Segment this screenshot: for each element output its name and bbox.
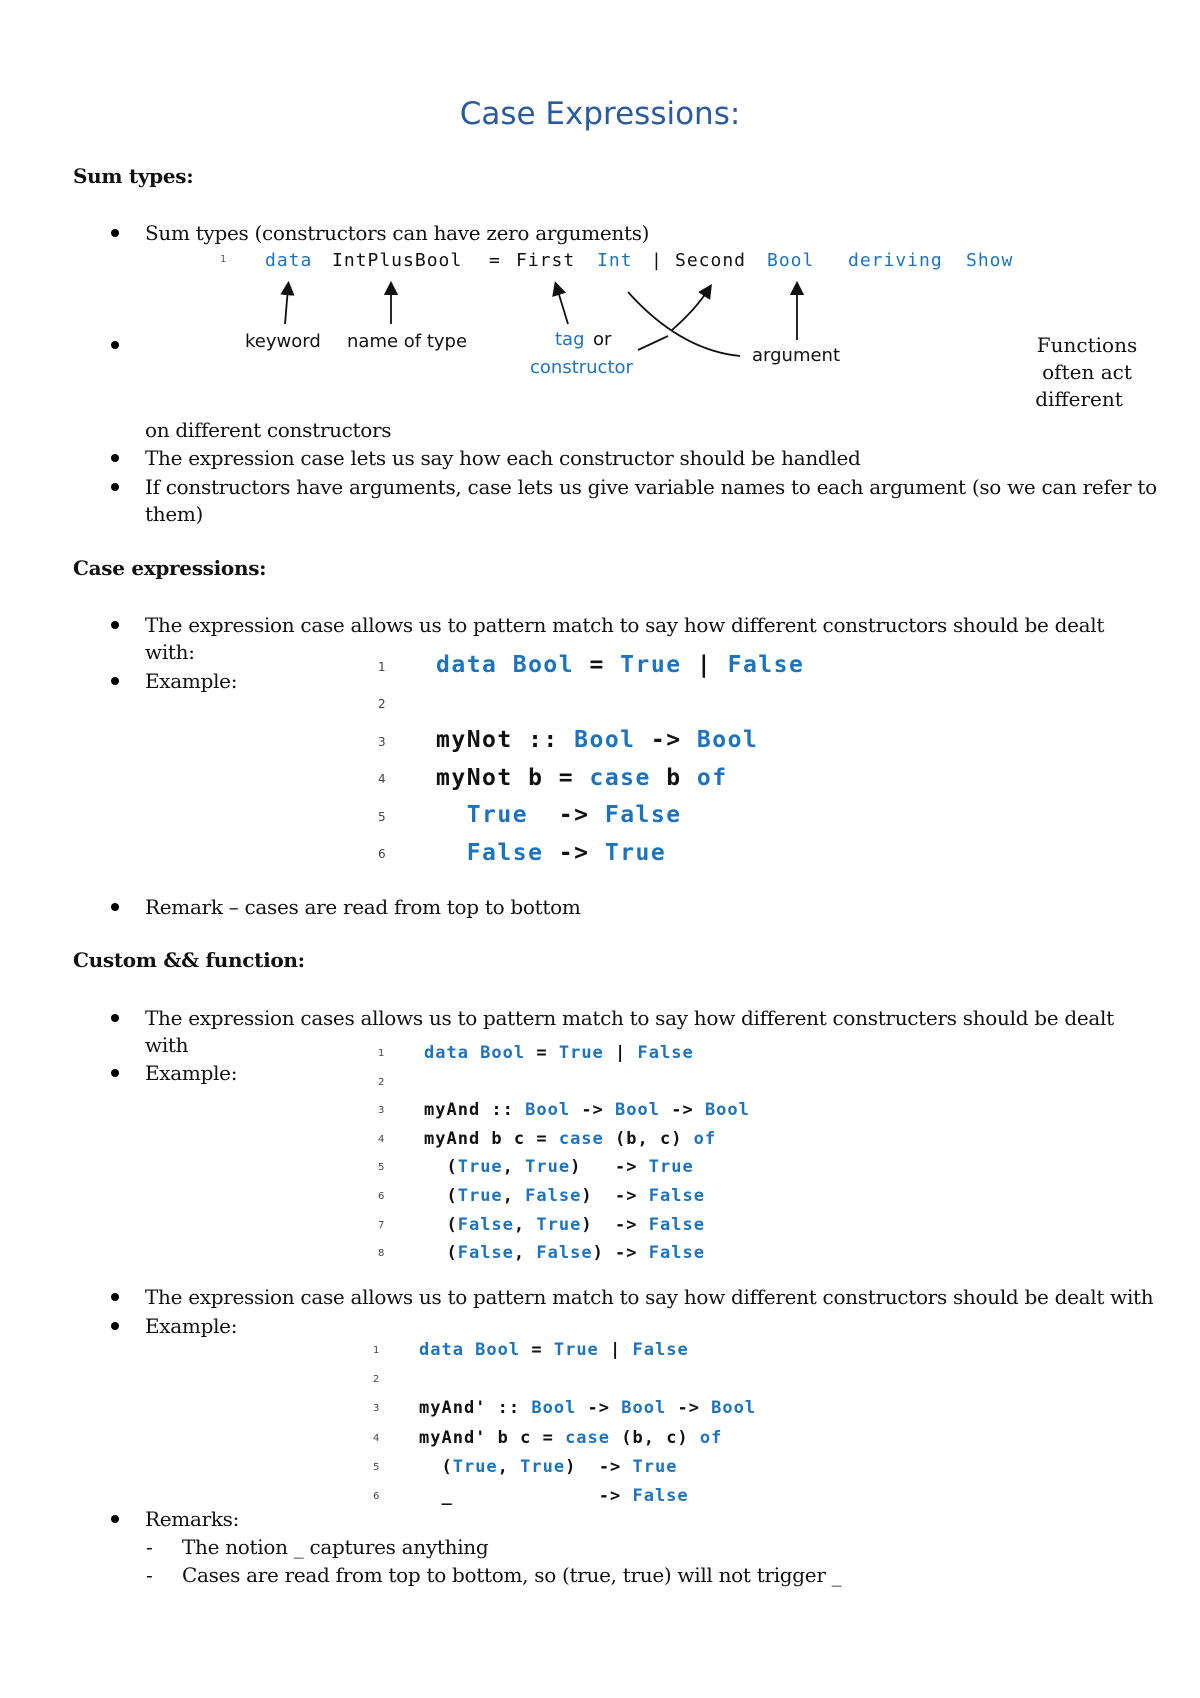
- code-line-number: 2: [373, 1374, 380, 1386]
- code-line: [424, 1100, 750, 1120]
- code-equals: =: [489, 250, 500, 271]
- case-expr-remark: Remark – cases are read from top to bottom: [145, 895, 581, 919]
- code-text: (b, c): [603, 1128, 694, 1149]
- code-text: (: [424, 1214, 458, 1235]
- code-keyword: Bool: [531, 1398, 577, 1419]
- code-text: (b, c): [610, 1427, 700, 1448]
- code-text: [436, 840, 467, 866]
- code-keyword: Bool: [696, 727, 759, 753]
- code-keyword: True: [553, 1340, 599, 1360]
- custom-and-remarks: Remarks:: [145, 1507, 240, 1531]
- diagram-line-number: 1: [220, 254, 227, 265]
- case-expr-bullet-1-line-2: with:: [145, 640, 195, 664]
- code-first: First: [516, 250, 576, 271]
- code-line-number: 6: [373, 1490, 380, 1502]
- code-text: =: [525, 1043, 559, 1063]
- code-line: [424, 1157, 694, 1177]
- code-line: [436, 652, 804, 678]
- code-keyword: True: [604, 839, 667, 866]
- label-name-of-type: name of type: [347, 331, 468, 352]
- code-keyword: Bool: [615, 1100, 660, 1121]
- side-note: [1022, 332, 1152, 413]
- code-block-myand: [378, 1043, 878, 1273]
- sum-types-bullet-4: If constructors have arguments, case lets us give variable names to each argument (so we can refer to: [145, 475, 1157, 499]
- code-bool: Bool: [767, 250, 815, 271]
- code-line-number: 5: [378, 1162, 385, 1174]
- code-line: [419, 1428, 722, 1448]
- code-keyword: data Bool: [419, 1340, 521, 1360]
- side-note-line-1: Functions: [1036, 333, 1138, 357]
- code-line: [419, 1398, 756, 1418]
- code-keyword: of: [699, 1427, 723, 1448]
- code-keyword: True: [525, 1157, 571, 1178]
- code-keyword: False: [632, 1486, 689, 1506]
- code-text: myNot ::: [436, 727, 575, 753]
- custom-and-bullet-4: Example:: [145, 1314, 238, 1338]
- code-text: |: [603, 1043, 638, 1063]
- code-keyword: True: [457, 1186, 503, 1206]
- code-keyword: False: [632, 1340, 689, 1360]
- code-text: [436, 802, 467, 828]
- code-line-number: 6: [378, 847, 386, 862]
- code-text: ->: [576, 1398, 622, 1419]
- code-keyword: True: [632, 1456, 678, 1477]
- code-line: [419, 1486, 689, 1506]
- code-line-number: 4: [373, 1432, 380, 1444]
- code-line-number: 8: [378, 1248, 385, 1260]
- case-expr-bullet-2: Example:: [145, 669, 238, 693]
- code-text: myAnd' ::: [419, 1398, 532, 1419]
- code-keyword: True: [558, 1043, 604, 1063]
- label-argument: argument: [752, 345, 841, 366]
- code-text: |: [598, 1340, 633, 1360]
- code-line-number: 4: [378, 1133, 385, 1145]
- sum-type-diagram: [0, 250, 1200, 400]
- custom-and-bullet-3: The expression case allows us to pattern match to say how different constructors should be dealt with: [145, 1285, 1154, 1309]
- sum-types-bullet-3: The expression case lets us say how each constructor should be handled: [145, 446, 861, 470]
- code-text: ) ->: [570, 1157, 649, 1178]
- code-text: ->: [570, 1100, 616, 1121]
- code-keyword: False: [604, 802, 682, 828]
- code-keyword: False: [525, 1186, 582, 1206]
- code-text: ,: [513, 1243, 537, 1264]
- code-keyword: False: [648, 1243, 705, 1264]
- code-keyword: case: [558, 1128, 604, 1149]
- code-type-name: IntPlusBool: [332, 250, 463, 271]
- code-data-keyword: data: [265, 250, 313, 271]
- code-keyword: True: [620, 652, 682, 678]
- code-text: |: [681, 652, 728, 678]
- code-keyword: of: [693, 1128, 717, 1149]
- code-text: (: [424, 1157, 458, 1178]
- code-line-number: 7: [378, 1219, 385, 1231]
- custom-and-bullet-1: The expression cases allows us to pattern match to say how different constructers should be dealt: [145, 1006, 1114, 1030]
- code-second: Second: [675, 250, 747, 271]
- code-text: ,: [502, 1157, 526, 1178]
- code-keyword: True: [536, 1214, 582, 1235]
- code-line-number: 5: [373, 1461, 380, 1473]
- code-keyword: True: [520, 1456, 566, 1477]
- code-line: [424, 1215, 705, 1235]
- heading-custom-and: Custom && function:: [73, 948, 305, 972]
- code-keyword: case: [565, 1427, 611, 1448]
- sum-types-bullet-2-continuation: on different constructors: [145, 418, 392, 442]
- code-text: myAnd ::: [424, 1100, 526, 1121]
- code-block-mynot: [378, 652, 898, 882]
- code-keyword: True: [648, 1157, 694, 1178]
- side-note-line-2: often act: [1042, 360, 1132, 384]
- code-text: ->: [543, 839, 605, 866]
- code-keyword: data Bool: [424, 1043, 526, 1063]
- side-note-line-3: different: [1035, 387, 1123, 411]
- custom-and-bullet-2: Example:: [145, 1061, 238, 1085]
- code-keyword: Bool: [711, 1398, 757, 1419]
- code-line-number: 5: [378, 809, 386, 824]
- code-keyword: Bool: [574, 727, 636, 753]
- code-text: b: [650, 764, 697, 791]
- code-keyword: of: [696, 764, 728, 791]
- code-line-number: 1: [373, 1344, 380, 1356]
- heading-case-expressions: Case expressions:: [73, 556, 267, 580]
- code-line-number: 3: [373, 1403, 380, 1415]
- code-text: ->: [659, 1100, 705, 1121]
- code-line: [419, 1457, 677, 1477]
- code-keyword: False: [637, 1043, 694, 1063]
- code-keyword: case: [589, 764, 651, 791]
- custom-and-bullet-1-line-2: with: [145, 1033, 189, 1057]
- code-line-number: 6: [378, 1190, 385, 1202]
- code-text: ,: [502, 1186, 526, 1206]
- code-line: [424, 1243, 705, 1263]
- code-keyword: Bool: [621, 1398, 667, 1419]
- code-keyword: True: [466, 802, 529, 828]
- code-line: [436, 765, 728, 791]
- sum-types-bullet-4-line-2: them): [145, 502, 204, 526]
- code-text: ) ->: [565, 1456, 633, 1477]
- code-keyword: False: [648, 1214, 705, 1235]
- label-constructor: constructor: [530, 357, 633, 378]
- code-keyword: False: [536, 1243, 593, 1264]
- code-line: [436, 802, 682, 828]
- code-line-number: 3: [378, 1105, 385, 1117]
- code-line: [424, 1043, 694, 1063]
- remark-dash-1: - The notion _ captures anything: [182, 1533, 488, 1561]
- code-deriving: deriving: [848, 250, 943, 271]
- code-text: ,: [497, 1456, 521, 1477]
- code-text: ->: [666, 1398, 712, 1419]
- code-line: [424, 1129, 716, 1149]
- sum-types-bullet-1: Sum types (constructors can have zero arguments): [145, 221, 650, 245]
- code-text: (: [424, 1243, 458, 1264]
- label-keyword: keyword: [245, 331, 321, 352]
- code-text: =: [574, 652, 621, 678]
- code-text: ) ->: [592, 1243, 649, 1264]
- code-keyword: data Bool: [436, 652, 575, 678]
- code-text: ->: [528, 802, 605, 828]
- code-text: ,: [513, 1214, 537, 1235]
- code-int: Int: [597, 250, 633, 271]
- code-keyword: False: [466, 839, 544, 866]
- code-keyword: False: [457, 1243, 514, 1264]
- code-line-number: 2: [378, 1076, 385, 1088]
- code-block-myand-prime: [373, 1340, 873, 1520]
- case-expr-bullet-1: The expression case allows us to pattern match to say how different constructors should be dealt: [145, 613, 1105, 637]
- page-title: Case Expressions:: [459, 96, 741, 132]
- code-line-number: 1: [378, 1047, 385, 1059]
- heading-sum-types: Sum types:: [73, 164, 194, 188]
- code-text: =: [520, 1340, 554, 1360]
- label-tag: tag: [555, 329, 585, 350]
- code-show: Show: [966, 250, 1014, 271]
- code-keyword: False: [648, 1186, 705, 1206]
- code-text: _ ->: [419, 1486, 633, 1506]
- code-text: myAnd b c =: [424, 1128, 559, 1149]
- code-keyword: Bool: [525, 1100, 571, 1121]
- code-line-number: 3: [378, 734, 386, 749]
- code-text: ) ->: [581, 1214, 649, 1235]
- code-line: [424, 1186, 705, 1206]
- code-text: (: [419, 1456, 453, 1477]
- code-text: ->: [635, 727, 697, 753]
- code-text: myAnd' b c =: [419, 1427, 566, 1448]
- code-line: [436, 840, 666, 866]
- code-text: myNot b =: [436, 764, 590, 791]
- label-or: or: [593, 329, 612, 350]
- code-keyword: False: [727, 652, 805, 678]
- remark-dash-2: - Cases are read from top to bottom, so (true, true) will not trigger _: [182, 1561, 841, 1589]
- code-keyword: True: [452, 1456, 498, 1477]
- code-line-number: 4: [378, 772, 386, 787]
- code-keyword: True: [457, 1157, 503, 1178]
- code-text: ) ->: [581, 1186, 649, 1206]
- code-line: [436, 727, 758, 753]
- code-keyword: False: [457, 1214, 514, 1235]
- code-line: [419, 1340, 689, 1360]
- code-keyword: Bool: [704, 1100, 750, 1121]
- code-line-number: 2: [378, 697, 386, 712]
- code-bar: |: [651, 250, 662, 271]
- code-line-number: 1: [378, 659, 386, 674]
- code-text: (: [424, 1186, 458, 1206]
